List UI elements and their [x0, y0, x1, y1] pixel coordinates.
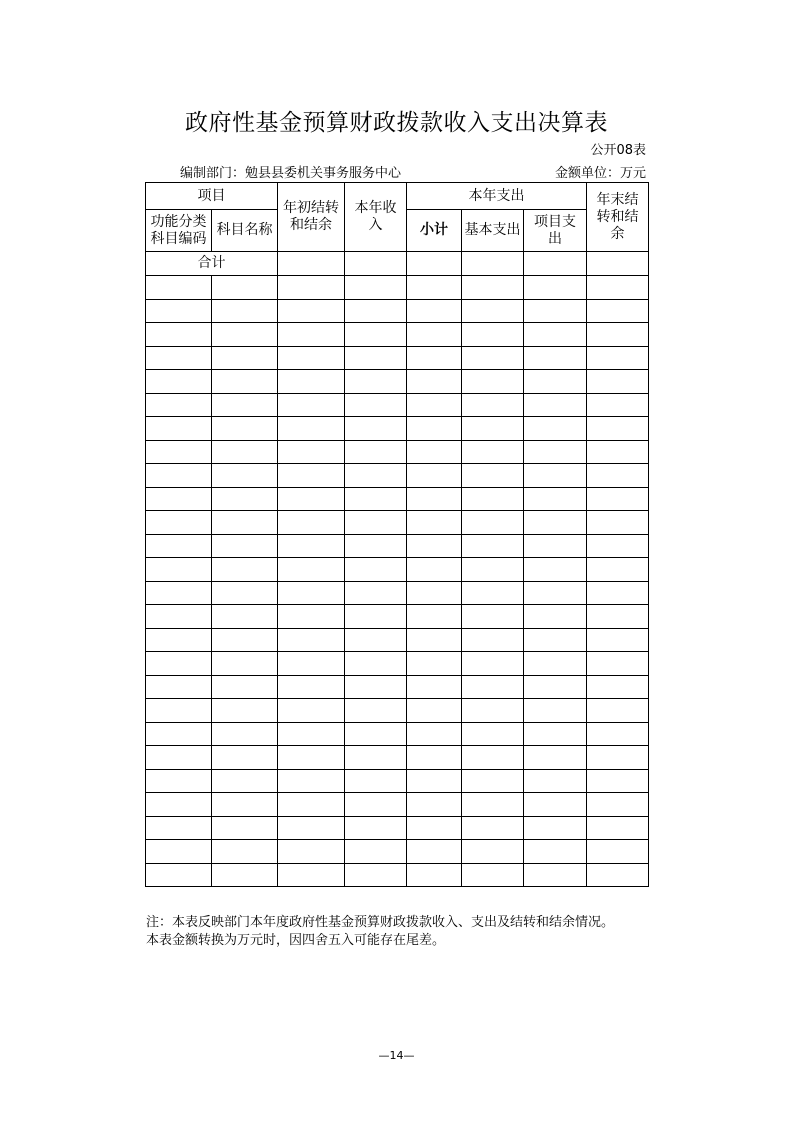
table-cell — [146, 440, 212, 464]
table-row — [146, 558, 649, 582]
table-cell — [524, 746, 587, 770]
table-cell — [146, 605, 212, 629]
table-cell — [407, 581, 462, 605]
table-cell — [587, 346, 649, 370]
header-item: 项目 — [146, 183, 278, 210]
table-cell — [345, 722, 407, 746]
table-cell — [524, 464, 587, 488]
table-cell — [212, 276, 278, 300]
table-cell — [278, 417, 345, 441]
table-cell — [146, 511, 212, 535]
table-cell — [524, 299, 587, 323]
table-cell — [345, 581, 407, 605]
table-cell — [212, 675, 278, 699]
table-cell — [278, 464, 345, 488]
table-cell — [587, 464, 649, 488]
table-cell — [524, 769, 587, 793]
table-cell — [524, 652, 587, 676]
table-row — [146, 652, 649, 676]
table-cell — [278, 793, 345, 817]
table-cell — [407, 370, 462, 394]
header-expenditure: 本年支出 — [407, 183, 587, 210]
table-cell — [212, 299, 278, 323]
table-cell — [212, 722, 278, 746]
table-cell — [524, 722, 587, 746]
table-cell — [278, 370, 345, 394]
table-cell — [345, 440, 407, 464]
table-row — [146, 276, 649, 300]
table-cell — [345, 370, 407, 394]
table-cell — [524, 605, 587, 629]
table-cell — [345, 699, 407, 723]
total-cell — [524, 252, 587, 276]
table-cell — [278, 699, 345, 723]
table-cell — [462, 793, 524, 817]
table-cell — [345, 511, 407, 535]
table-cell — [462, 675, 524, 699]
table-cell — [524, 863, 587, 887]
table-cell — [345, 346, 407, 370]
total-cell — [587, 252, 649, 276]
table-cell — [278, 487, 345, 511]
table-cell — [278, 511, 345, 535]
table-cell — [146, 299, 212, 323]
table-cell — [146, 863, 212, 887]
table-cell — [146, 581, 212, 605]
table-cell — [407, 558, 462, 582]
table-cell — [587, 534, 649, 558]
table-cell — [407, 346, 462, 370]
table-cell — [524, 581, 587, 605]
form-number: 公开08表 — [590, 143, 646, 158]
table-cell — [407, 840, 462, 864]
table-cell — [345, 863, 407, 887]
table-cell — [278, 440, 345, 464]
table-cell — [345, 816, 407, 840]
table-cell — [212, 746, 278, 770]
table-cell — [345, 464, 407, 488]
table-cell — [345, 652, 407, 676]
table-cell — [407, 769, 462, 793]
table-row — [146, 605, 649, 629]
table-cell — [524, 393, 587, 417]
table-cell — [407, 722, 462, 746]
table-cell — [524, 628, 587, 652]
table-cell — [462, 816, 524, 840]
table-cell — [278, 840, 345, 864]
table-cell — [587, 816, 649, 840]
table-cell — [146, 487, 212, 511]
table-cell — [146, 675, 212, 699]
table-cell — [146, 464, 212, 488]
table-cell — [407, 534, 462, 558]
table-cell — [278, 605, 345, 629]
table-cell — [407, 793, 462, 817]
table-row — [146, 417, 649, 441]
table-cell — [212, 581, 278, 605]
table-cell — [524, 370, 587, 394]
table-cell — [587, 558, 649, 582]
table-cell — [524, 793, 587, 817]
table-cell — [587, 276, 649, 300]
unit-info — [555, 162, 646, 181]
table-cell — [278, 675, 345, 699]
header-subtotal: 小计 — [407, 210, 462, 252]
table-cell — [462, 652, 524, 676]
table-cell — [278, 276, 345, 300]
table-row — [146, 440, 649, 464]
table-cell — [462, 440, 524, 464]
table-cell — [345, 840, 407, 864]
table-cell — [462, 699, 524, 723]
table-cell — [462, 722, 524, 746]
table-cell — [407, 816, 462, 840]
table-cell — [587, 769, 649, 793]
table-cell — [212, 652, 278, 676]
table-cell — [345, 628, 407, 652]
table-cell — [345, 534, 407, 558]
table-cell — [345, 558, 407, 582]
table-cell — [146, 840, 212, 864]
table-cell — [407, 746, 462, 770]
table-cell — [462, 628, 524, 652]
table-cell — [345, 393, 407, 417]
table-row — [146, 769, 649, 793]
table-cell — [212, 464, 278, 488]
table-cell — [345, 746, 407, 770]
table-cell — [345, 793, 407, 817]
table-cell — [587, 628, 649, 652]
table-cell — [146, 816, 212, 840]
table-cell — [278, 746, 345, 770]
table-cell — [407, 417, 462, 441]
table-cell — [212, 816, 278, 840]
table-cell — [407, 299, 462, 323]
table-cell — [212, 370, 278, 394]
table-row — [146, 840, 649, 864]
table-cell — [407, 699, 462, 723]
table-cell — [462, 769, 524, 793]
table-cell — [524, 487, 587, 511]
unit-value: 万元 — [619, 166, 646, 181]
table-cell — [407, 276, 462, 300]
table-cell — [587, 675, 649, 699]
table-cell — [587, 440, 649, 464]
table-cell — [212, 487, 278, 511]
table-cell — [462, 417, 524, 441]
table-cell — [345, 769, 407, 793]
table-cell — [587, 722, 649, 746]
table-cell — [524, 323, 587, 347]
table-cell — [212, 511, 278, 535]
table-cell — [278, 816, 345, 840]
table-cell — [278, 581, 345, 605]
table-cell — [345, 323, 407, 347]
table-cell — [212, 605, 278, 629]
table-cell — [524, 558, 587, 582]
table-cell — [462, 370, 524, 394]
table-row — [146, 299, 649, 323]
table-cell — [212, 323, 278, 347]
table-cell — [587, 511, 649, 535]
table-cell — [212, 769, 278, 793]
table-cell — [587, 863, 649, 887]
table-cell — [587, 605, 649, 629]
total-cell — [407, 252, 462, 276]
header-subject-name: 科目名称 — [212, 210, 278, 252]
table-cell — [278, 769, 345, 793]
table-row — [146, 722, 649, 746]
table-cell — [587, 299, 649, 323]
table-cell — [212, 840, 278, 864]
table-cell — [212, 558, 278, 582]
table-cell — [587, 417, 649, 441]
table-cell — [407, 487, 462, 511]
table-cell — [146, 699, 212, 723]
table-cell — [587, 323, 649, 347]
total-label: 合计 — [146, 252, 278, 276]
table-cell — [345, 487, 407, 511]
table-cell — [524, 699, 587, 723]
table-cell — [462, 840, 524, 864]
table-row — [146, 511, 649, 535]
header-income: 本年收入 — [345, 183, 407, 252]
table-cell — [146, 534, 212, 558]
budget-table — [145, 182, 649, 887]
table-cell — [407, 440, 462, 464]
table-cell — [278, 299, 345, 323]
total-cell — [345, 252, 407, 276]
table-cell — [587, 746, 649, 770]
table-cell — [345, 417, 407, 441]
table-row — [146, 863, 649, 887]
table-cell — [407, 675, 462, 699]
table-cell — [407, 323, 462, 347]
table-row — [146, 675, 649, 699]
table-cell — [146, 558, 212, 582]
table-row — [146, 746, 649, 770]
table-cell — [146, 323, 212, 347]
table-cell — [462, 534, 524, 558]
table-cell — [524, 440, 587, 464]
table-cell — [524, 511, 587, 535]
table-cell — [146, 417, 212, 441]
table-cell — [212, 346, 278, 370]
table-row — [146, 323, 649, 347]
table-cell — [407, 393, 462, 417]
table-row — [146, 699, 649, 723]
table-cell — [462, 863, 524, 887]
table-cell — [278, 863, 345, 887]
table-row — [146, 581, 649, 605]
table-row — [146, 816, 649, 840]
table-cell — [146, 628, 212, 652]
table-cell — [462, 581, 524, 605]
table-cell — [278, 323, 345, 347]
table-cell — [278, 628, 345, 652]
table-cell — [212, 417, 278, 441]
table-cell — [407, 605, 462, 629]
table-cell — [146, 276, 212, 300]
table-cell — [146, 393, 212, 417]
table-cell — [587, 652, 649, 676]
org-name: 勉县县委机关事务服务中心 — [245, 166, 402, 181]
table-cell — [462, 605, 524, 629]
header-func-code: 功能分类科目编码 — [146, 210, 212, 252]
table-cell — [212, 793, 278, 817]
table-cell — [146, 722, 212, 746]
table-row — [146, 487, 649, 511]
table-cell — [587, 699, 649, 723]
header-basic: 基本支出 — [462, 210, 524, 252]
table-cell — [462, 346, 524, 370]
table-cell — [407, 464, 462, 488]
table-cell — [278, 722, 345, 746]
total-cell — [462, 252, 524, 276]
table-row — [146, 628, 649, 652]
table-cell — [524, 816, 587, 840]
footnote-line-2: 本表金额转换为万元时，因四舍五入可能存在尾差。 — [146, 933, 446, 948]
total-cell — [278, 252, 345, 276]
table-cell — [587, 370, 649, 394]
table-cell — [278, 346, 345, 370]
table-row — [146, 534, 649, 558]
table-cell — [345, 605, 407, 629]
table-cell — [462, 487, 524, 511]
table-row — [146, 346, 649, 370]
table-cell — [146, 793, 212, 817]
table-cell — [462, 299, 524, 323]
table-cell — [587, 393, 649, 417]
table-cell — [278, 534, 345, 558]
table-cell — [212, 440, 278, 464]
table-cell — [462, 393, 524, 417]
header-end-balance: 年末结转和结余 — [587, 183, 649, 252]
org-info — [180, 162, 401, 181]
table-row — [146, 464, 649, 488]
org-label: 编制部门： — [180, 166, 246, 181]
footnote — [146, 914, 666, 950]
table-cell — [212, 863, 278, 887]
header-project: 项目支出 — [524, 210, 587, 252]
table-cell — [407, 863, 462, 887]
table-cell — [462, 558, 524, 582]
table-cell — [587, 793, 649, 817]
table-row — [146, 393, 649, 417]
table-cell — [407, 511, 462, 535]
table-cell — [524, 346, 587, 370]
table-cell — [345, 675, 407, 699]
table-cell — [587, 840, 649, 864]
table-cell — [462, 511, 524, 535]
table-cell — [462, 746, 524, 770]
table-row — [146, 793, 649, 817]
table-cell — [407, 628, 462, 652]
table-cell — [212, 628, 278, 652]
table-cell — [146, 346, 212, 370]
table-cell — [462, 464, 524, 488]
table-cell — [278, 393, 345, 417]
table-cell — [462, 276, 524, 300]
table-cell — [462, 323, 524, 347]
table-cell — [524, 534, 587, 558]
page-title: 政府性基金预算财政拨款收入支出决算表 — [185, 110, 608, 136]
table-cell — [524, 276, 587, 300]
table-row — [146, 370, 649, 394]
table-cell — [146, 746, 212, 770]
table-cell — [212, 699, 278, 723]
table-cell — [345, 276, 407, 300]
table-cell — [278, 652, 345, 676]
table-cell — [587, 487, 649, 511]
table-cell — [524, 840, 587, 864]
page-number: —14— — [378, 1049, 415, 1062]
table-cell — [524, 417, 587, 441]
table-cell — [146, 769, 212, 793]
table-cell — [146, 370, 212, 394]
footnote-line-1: 注：本表反映部门本年度政府性基金预算财政拨款收入、支出及结转和结余情况。 — [146, 915, 615, 930]
table-cell — [345, 299, 407, 323]
table-cell — [146, 652, 212, 676]
table-cell — [212, 534, 278, 558]
table-cell — [524, 675, 587, 699]
unit-label: 金额单位： — [554, 166, 620, 181]
table-cell — [587, 581, 649, 605]
header-begin-balance: 年初结转和结余 — [278, 183, 345, 252]
table-cell — [278, 558, 345, 582]
table-cell — [212, 393, 278, 417]
table-cell — [407, 652, 462, 676]
